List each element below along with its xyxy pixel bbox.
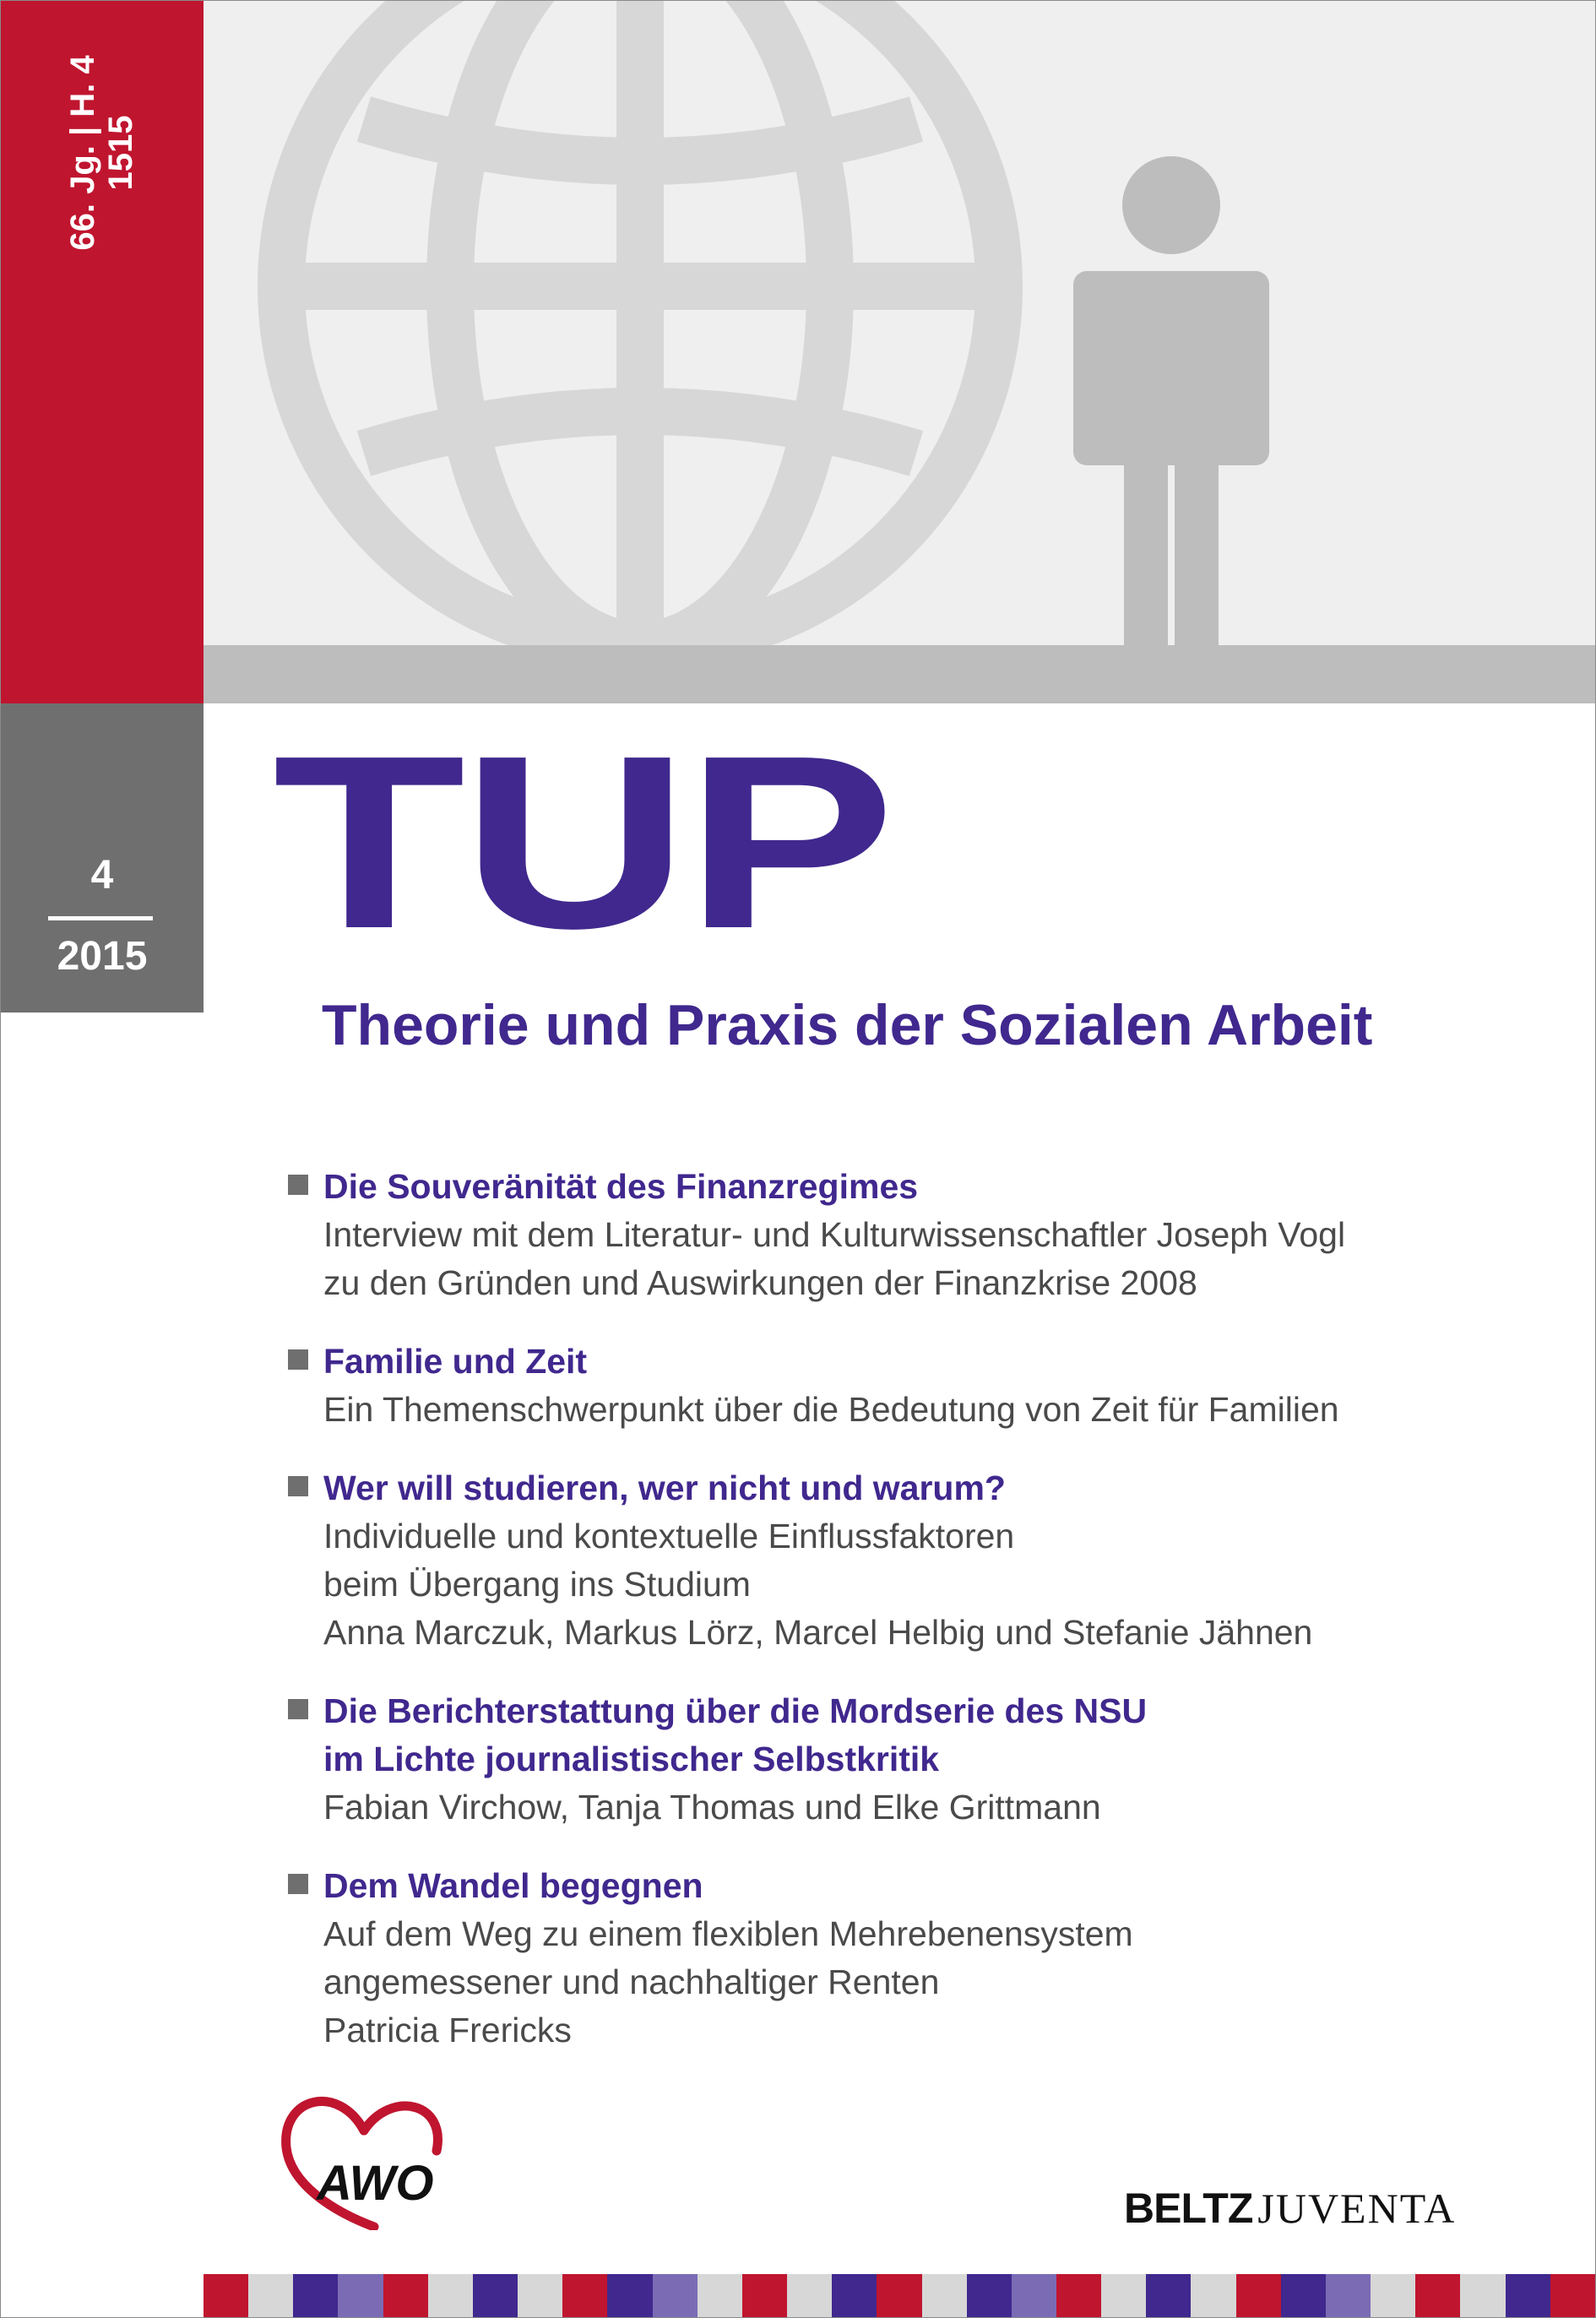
- masthead-title: TUP: [273, 704, 892, 980]
- stripe-segment: [967, 2274, 1012, 2317]
- stripe-segment: [248, 2274, 293, 2317]
- toc-entry-text: Anna Marczuk, Markus Lörz, Marcel Helbig und Stefanie Jähnen: [323, 1613, 1313, 1652]
- issue-year: 2015: [57, 934, 148, 979]
- stripe-segment: [518, 2274, 562, 2317]
- table-of-contents: [288, 1163, 1487, 2085]
- spine-code: 1515: [102, 115, 139, 191]
- stripe-segment: [338, 2274, 383, 2317]
- square-bullet-icon: [288, 1699, 308, 1719]
- toc-entry-text: Interview mit dem Literatur- und Kulturwissenschaftler Joseph Vogl: [323, 1215, 1346, 1254]
- toc-entry-title: Die Berichterstattung über die Mordserie des NSU: [323, 1691, 1148, 1730]
- toc-entry: [288, 1464, 1487, 1657]
- decorative-stripe-bar: [204, 2274, 1595, 2317]
- toc-entry-text: Individuelle und kontextuelle Einflussfaktoren: [323, 1517, 1015, 1555]
- issue-divider: [48, 916, 153, 920]
- stripe-segment: [1012, 2274, 1056, 2317]
- stripe-segment: [428, 2274, 473, 2317]
- publisher-logo: [1124, 2184, 1456, 2233]
- spine-strip: [1, 1, 204, 703]
- toc-entry-title: Die Souveränität des Finanzregimes: [323, 1167, 919, 1206]
- issue-number: 4: [90, 853, 114, 898]
- toc-entry-title: Wer will studieren, wer nicht und warum?: [323, 1468, 1006, 1507]
- toc-entry-title: im Lichte journalistischer Selbstkritik: [323, 1740, 940, 1778]
- spine-volume-issue: 66. Jg. | H. 4: [64, 55, 102, 251]
- stripe-segment: [293, 2274, 338, 2317]
- toc-entry: [288, 1687, 1487, 1832]
- stripe-segment: [1415, 2274, 1460, 2317]
- stripe-segment: [1146, 2274, 1191, 2317]
- awo-logo-text: AWO: [317, 2156, 434, 2211]
- stripe-segment: [1281, 2274, 1326, 2317]
- toc-entry: [288, 1163, 1487, 1307]
- stripe-segment: [698, 2274, 742, 2317]
- publisher-name-b: JUVENTA: [1257, 2185, 1457, 2232]
- issue-box: [1, 703, 204, 1012]
- toc-entry-text: zu den Gründen und Auswirkungen der Finanzkrise 2008: [323, 1263, 1197, 1302]
- toc-entry: [288, 1338, 1487, 1434]
- stripe-segment: [787, 2274, 832, 2317]
- stripe-segment: [607, 2274, 652, 2317]
- stripe-segment: [1056, 2274, 1101, 2317]
- stripe-segment: [1191, 2274, 1235, 2317]
- toc-entry-text: Ein Themenschwerpunkt über die Bedeutung von Zeit für Familien: [323, 1390, 1339, 1429]
- stripe-segment: [1101, 2274, 1146, 2317]
- spine-text: [64, 55, 140, 250]
- toc-entry-text: Fabian Virchow, Tanja Thomas und Elke Grittmann: [323, 1788, 1101, 1827]
- toc-entry-title: Familie und Zeit: [323, 1342, 588, 1381]
- toc-entry-text: Patricia Frericks: [323, 2011, 572, 2049]
- stripe-segment: [1550, 2274, 1595, 2317]
- stripe-segment: [832, 2274, 877, 2317]
- stripe-segment: [742, 2274, 787, 2317]
- stripe-segment: [1506, 2274, 1550, 2317]
- person-icon: [1073, 156, 1269, 655]
- toc-entry-text: beim Übergang ins Studium: [323, 1565, 751, 1604]
- stripe-segment: [204, 2274, 248, 2317]
- masthead-subtitle: Theorie und Praxis der Sozialen Arbeit: [322, 993, 1373, 1057]
- stripe-segment: [1371, 2274, 1415, 2317]
- stripe-segment: [653, 2274, 698, 2317]
- stripe-segment: [1460, 2274, 1505, 2317]
- globe-person-illustration: [204, 1, 1595, 703]
- awo-logo: [280, 2087, 448, 2230]
- square-bullet-icon: [288, 1874, 308, 1894]
- stripe-segment: [1236, 2274, 1281, 2317]
- stripe-segment: [562, 2274, 607, 2317]
- stripe-segment: [1326, 2274, 1371, 2317]
- ground-line: [204, 645, 1595, 703]
- publisher-name-a: BELTZ: [1124, 2185, 1253, 2232]
- toc-entry: [288, 1862, 1487, 2055]
- cover-illustration: [204, 1, 1595, 703]
- stripe-segment: [877, 2274, 921, 2317]
- square-bullet-icon: [288, 1476, 308, 1496]
- toc-entry-text: angemessener und nachhaltiger Renten: [323, 1962, 940, 2001]
- globe-icon: [281, 1, 999, 645]
- toc-entry-text: Auf dem Weg zu einem flexiblen Mehrebenensystem: [323, 1914, 1133, 1953]
- toc-entry-title: Dem Wandel begegnen: [323, 1866, 703, 1905]
- square-bullet-icon: [288, 1349, 308, 1370]
- stripe-segment: [383, 2274, 428, 2317]
- stripe-segment: [473, 2274, 518, 2317]
- square-bullet-icon: [288, 1175, 308, 1195]
- stripe-segment: [922, 2274, 967, 2317]
